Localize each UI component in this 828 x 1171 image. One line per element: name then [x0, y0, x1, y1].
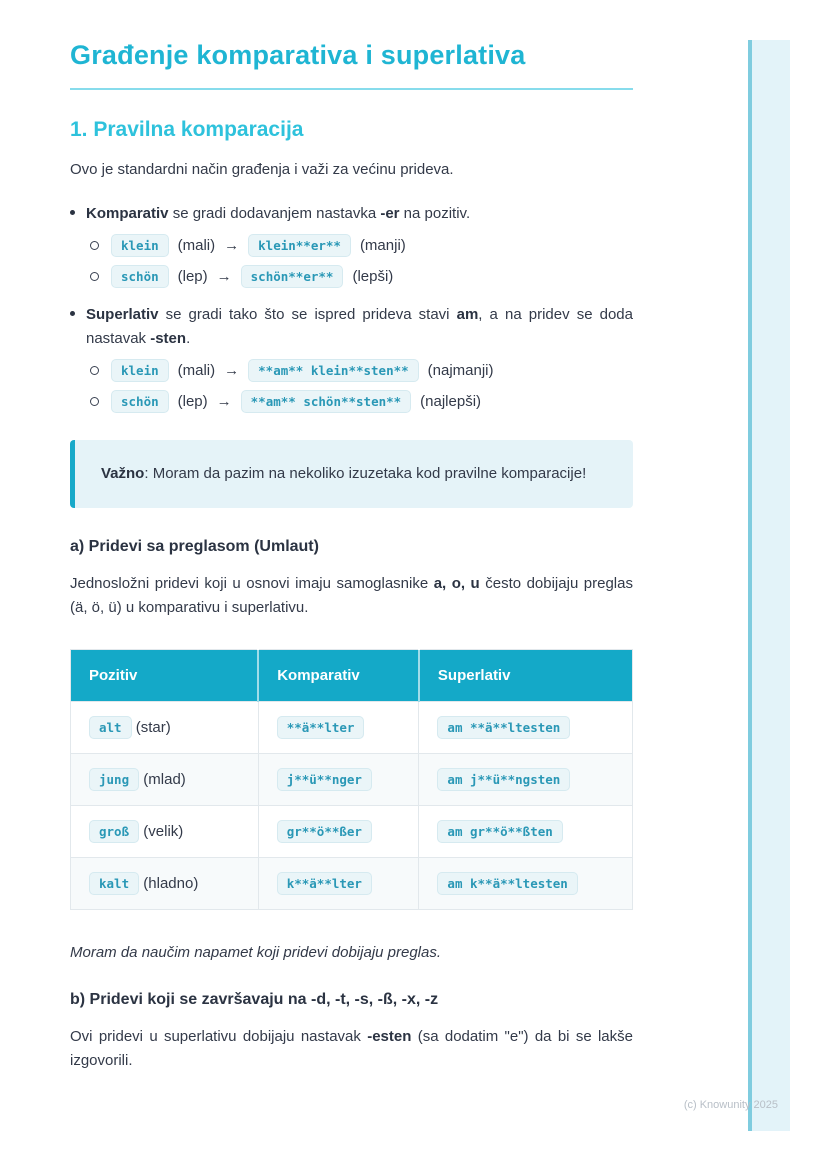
circle-bullet-icon [90, 366, 99, 375]
column-header-komparativ: Komparativ [258, 650, 419, 702]
arrow-right-icon: → [224, 362, 240, 379]
code-chip: am gr**ö**ßten [437, 820, 562, 843]
cell-komparativ [258, 806, 419, 858]
bold-term: am [456, 306, 479, 323]
rule-text: se gradi dodavanjem nastavka [168, 205, 381, 222]
gloss: (lep) [177, 393, 208, 410]
arrow-right-icon: → [216, 268, 232, 285]
gloss: (mlad) [143, 771, 186, 789]
column-header-pozitiv: Pozitiv [71, 650, 259, 702]
code-chip: jung [89, 768, 139, 791]
comparison-table [70, 649, 633, 910]
column-header-superlativ: Superlativ [419, 650, 633, 702]
arrow-right-icon: → [224, 237, 240, 254]
superlativ-rule-text [86, 303, 633, 351]
cell-superlativ [419, 702, 633, 754]
code-chip: am j**ü**ngsten [437, 768, 570, 791]
cell-pozitiv [71, 858, 259, 910]
rule-text-end: na pozitiv. [399, 205, 471, 222]
paragraph-text: Jednosložni pridevi koji u osnovi imaju samoglasnike [70, 575, 434, 593]
code-chip: k**ä**lter [277, 872, 372, 895]
code-chip-result: schön**er** [241, 265, 344, 288]
bullet-dot-icon [70, 202, 86, 226]
bold-vowels: a, o, u [433, 575, 480, 593]
paragraph-text: Ovi pridevi u superlativu dobijaju nastavak [70, 1028, 368, 1046]
komparativ-rule-text [86, 202, 633, 226]
cell-superlativ [419, 858, 633, 910]
rule-text: se gradi tako što se ispred prideva stavi [158, 306, 457, 323]
important-callout [70, 440, 633, 508]
table-row [71, 702, 633, 754]
code-chip: am **ä**ltesten [437, 716, 570, 739]
circle-bullet-icon [90, 397, 99, 406]
gloss: (najlepši) [420, 393, 482, 410]
code-chip-base: schön [111, 390, 169, 413]
section-b-paragraph [70, 1025, 633, 1073]
cell-superlativ [419, 806, 633, 858]
bold-suffix: -er [380, 205, 400, 222]
table-row [71, 754, 633, 806]
gloss: (velik) [143, 823, 184, 841]
cell-pozitiv [71, 754, 259, 806]
section-1-heading: 1. Pravilna komparacija [70, 118, 304, 141]
memorization-note: Moram da naučim napamet koji pridevi dobijaju preglas. [70, 944, 442, 962]
copyright-footer: (c) Knowunity 2025 [683, 1099, 778, 1111]
example-row [90, 265, 633, 288]
gloss: (hladno) [143, 875, 199, 893]
code-chip-result: klein**er** [248, 234, 351, 257]
document-page [70, 40, 633, 1073]
cell-komparativ [258, 858, 419, 910]
paragraph-text: često dobijaju preglas (ä, ö, ü) u komparativu i superlativu. [70, 575, 633, 617]
gloss: (mali) [177, 362, 216, 379]
code-chip: kalt [89, 872, 139, 895]
code-chip: j**ü**nger [277, 768, 372, 791]
code-chip: **ä**lter [277, 716, 365, 739]
section-1-intro: Ovo je standardni način građenja i važi za većinu prideva. [70, 161, 454, 178]
rule-text-end: . [186, 330, 191, 347]
table-row [71, 806, 633, 858]
gloss: (mali) [177, 237, 216, 254]
table-row [71, 858, 633, 910]
gloss: (lep) [177, 268, 208, 285]
cell-pozitiv [71, 702, 259, 754]
code-chip: gr**ö**ßer [277, 820, 372, 843]
page-edge-bar [748, 40, 790, 1131]
bold-term: Superlativ [86, 306, 159, 323]
gloss: (star) [135, 719, 171, 737]
table-header-row [71, 650, 633, 702]
callout-label: Važno [101, 465, 145, 482]
circle-bullet-icon [90, 272, 99, 281]
callout-text: : Moram da pazim na nekoliko izuzetaka kod pravilne komparacije! [144, 465, 587, 482]
bold-term: Komparativ [86, 205, 169, 222]
list-item-komparativ [70, 202, 633, 226]
code-chip: groß [89, 820, 139, 843]
rules-list [70, 202, 633, 413]
paragraph-text: (sa dodatim "e") da bi se lakše izgovorili. [70, 1028, 633, 1070]
section-b-heading: b) Pridevi koji se završavaju na -d, -t, -s, -ß, -x, -z [70, 991, 439, 1009]
list-item-superlativ [70, 303, 633, 351]
arrow-right-icon: → [216, 393, 232, 410]
code-chip-result: **am** schön**sten** [241, 390, 412, 413]
example-row [90, 234, 633, 257]
bold-suffix: -esten [367, 1028, 412, 1046]
cell-komparativ [258, 702, 419, 754]
gloss: (lepši) [352, 268, 394, 285]
gloss: (najmanji) [427, 362, 494, 379]
gloss: (manji) [359, 237, 406, 254]
example-row [90, 390, 633, 413]
cell-superlativ [419, 754, 633, 806]
section-a-paragraph [70, 572, 633, 620]
bullet-dot-icon [70, 303, 86, 351]
example-row [90, 359, 633, 382]
circle-bullet-icon [90, 241, 99, 250]
code-chip-base: schön [111, 265, 169, 288]
code-chip-result: **am** klein**sten** [248, 359, 419, 382]
rule-text: , a na pridev se doda nastavak [86, 306, 633, 347]
code-chip: alt [89, 716, 132, 739]
cell-pozitiv [71, 806, 259, 858]
bold-suffix: -sten [150, 330, 187, 347]
page-title: Građenje komparativa i superlativa [70, 40, 633, 90]
code-chip-base: klein [111, 359, 169, 382]
section-a-heading: a) Pridevi sa preglasom (Umlaut) [70, 538, 319, 556]
code-chip-base: klein [111, 234, 169, 257]
code-chip: am k**ä**ltesten [437, 872, 577, 895]
cell-komparativ [258, 754, 419, 806]
